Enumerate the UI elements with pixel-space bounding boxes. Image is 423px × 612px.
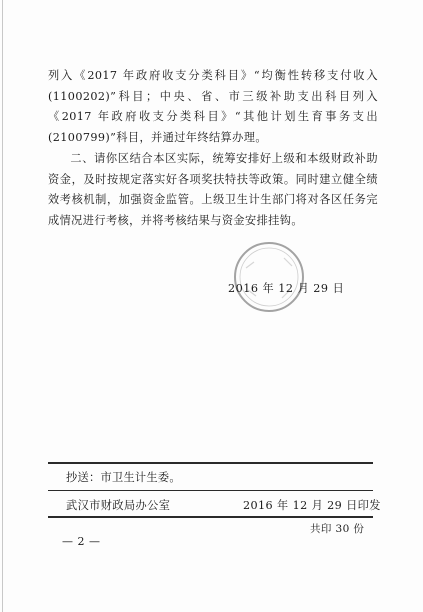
scan-edge-line	[2, 0, 3, 612]
body-text	[48, 66, 378, 232]
paragraph-2: 二、请你区结合本区实际，统筹安排好上级和本级财政补助资金，及时按规定落实好各项奖扶特扶等政策。同时建立健全绩效考核机制，加强资金监管。上级卫生计生部门将对各区任务完成情况进行考核，并将考核结果与资金安排挂钩。	[48, 151, 378, 227]
issuing-office: 武汉市财政局办公室	[66, 499, 171, 512]
issue-date: 2016 年 12 月 29 日印发	[243, 499, 381, 512]
divider-middle	[48, 490, 373, 491]
seal-graphic	[236, 244, 302, 310]
divider-bottom	[48, 516, 373, 518]
divider-top	[48, 462, 373, 464]
page-number: — 2 —	[62, 535, 101, 548]
signature-date: 2016 年 12 月 29 日	[228, 282, 345, 295]
official-seal	[234, 242, 304, 312]
copies-count: 共印 30 份	[310, 523, 365, 535]
cc-line: 抄送：市卫生计生委。	[66, 471, 181, 484]
paragraph-1: 列入《2017 年政府收支分类科目》“均衡性转移支付收入(1100202)”科目；中央、省、市三级补助支出科目列入《2017 年政府收支分类科目》“其他计划生育事务支出(2100799)”科目，并通过年终结算办理。	[48, 69, 378, 145]
